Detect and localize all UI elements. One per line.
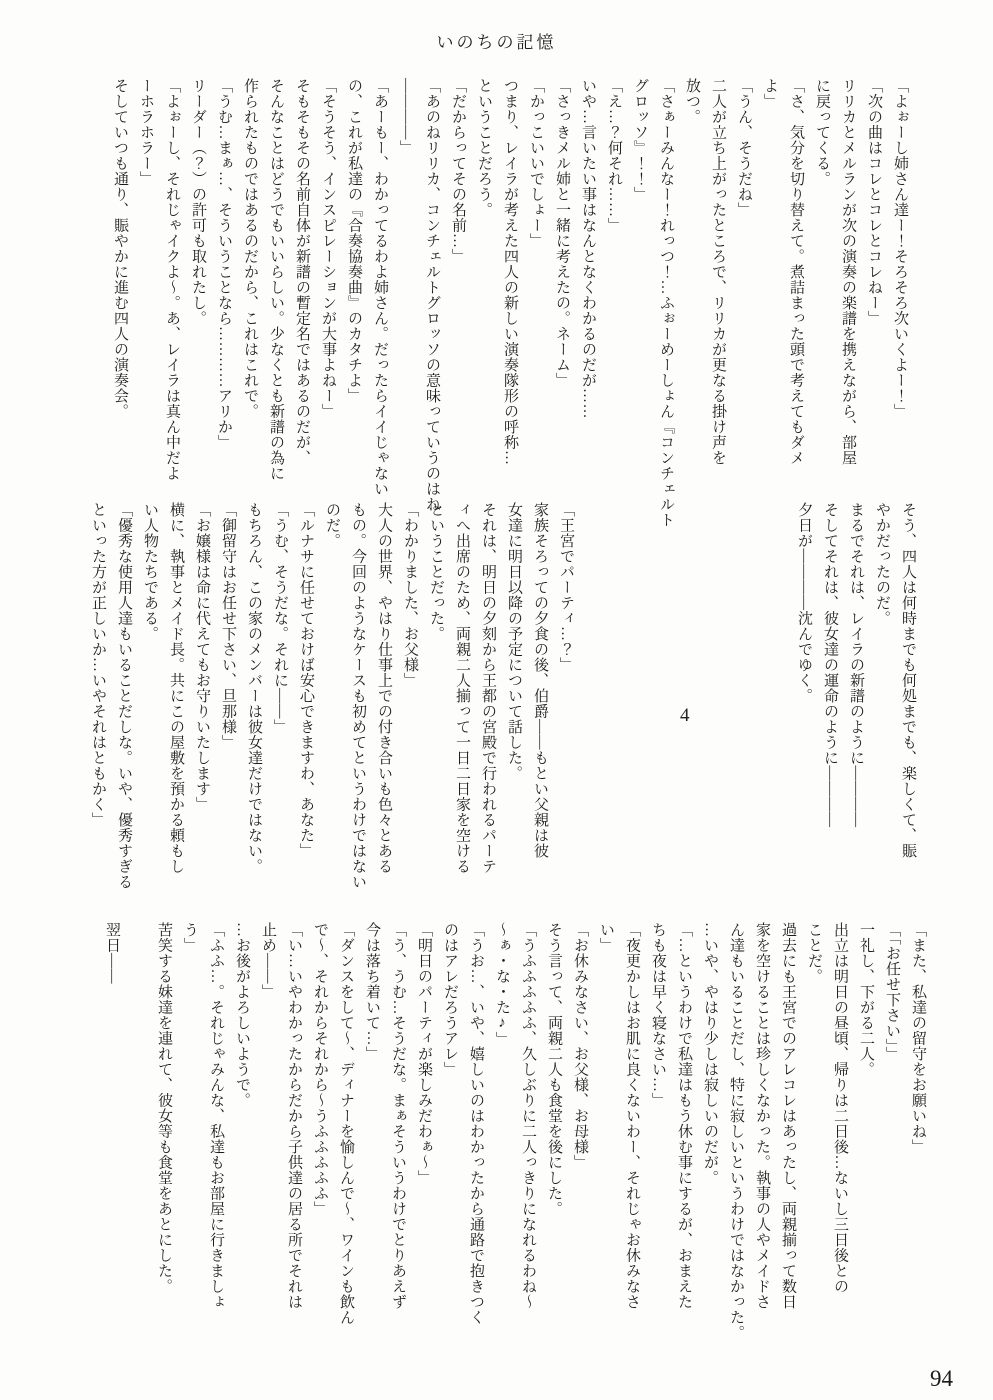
text-column: 「うむ…まぁ…、そういうことなら…………アリか」 [216, 78, 232, 450]
text-column: い人物たちである。 [142, 502, 158, 642]
text-block-2-part-b [85, 502, 579, 930]
text-column: のはアレだろうアレ」 [442, 922, 458, 1077]
text-column: やかだったのだ。 [874, 502, 890, 626]
text-column: 「ダンスをして～、ディナーを愉しんで～、ワインも飲ん [338, 922, 354, 1325]
text-column: リーダー（？）の許可も取れたし。 [190, 78, 206, 326]
text-column: 「え…？何それ……」 [606, 78, 622, 233]
text-column: 今は落ち着いて…」 [364, 922, 380, 1062]
text-column: そしていつも通り、賑やかに進む四人の演奏会。 [112, 78, 128, 419]
text-column: 横に、執事とメイド長。共にこの屋敷を預かる頼もし [168, 502, 184, 874]
text-column: ――――」 [398, 78, 414, 156]
page-header-title: いのちの記憶 [436, 33, 557, 52]
text-column: 作られたものではあるのだから、これはこれで。 [242, 78, 258, 419]
page-number: 94 [930, 1366, 953, 1391]
text-column: 苦笑する妹達を連れて、彼女等も食堂をあとにした。 [156, 922, 172, 1294]
text-column: 「うん、そうだね」 [736, 78, 752, 218]
text-column: 「さぁーみんなー！れっつ！…ふぉーめーしょん『コンチェルト [658, 78, 674, 528]
text-column: のだ。 [324, 502, 340, 549]
text-column: 「だからってその名前…」 [450, 78, 466, 264]
text-block-2-part-a [791, 502, 921, 930]
text-column: 「王宮でパーティ…？」 [558, 502, 574, 673]
text-column: それは、明日の夕刻から王都の宮殿で行われるパーテ [480, 502, 496, 874]
text-column: 「ふふ…。それじゃみんな、私達もお部屋に行きましょ [208, 922, 224, 1310]
text-column: ん達もいることだし、特に寂しいというわけではなかった。 [728, 922, 744, 1341]
text-column: つまり、レイラが考えた四人の新しい演奏隊形の呼称… [502, 78, 518, 466]
text-column: いや…言いたい事はなんとなくわかるのだが…… [580, 78, 596, 419]
text-column: 「御留守はお任せ下さい、旦那様」 [220, 502, 236, 750]
text-column: ことだ。 [806, 922, 822, 984]
text-column: い」 [598, 922, 614, 953]
text-column: そんなことはどうでもいいらしい。少なくとも新譜の為に [268, 78, 284, 481]
text-column: 「夜更かしはお肌に良くないわー、それじゃお休みなさ [624, 922, 640, 1310]
text-column: 「そうそう、インスピレーションが大事よねー」 [320, 78, 336, 419]
text-column: …お後がよろしいようで。 [234, 922, 250, 1108]
text-column: ～ぁ・な・た♪」 [494, 922, 510, 1047]
text-column: 「うむ、そうだな。それに――」 [272, 502, 288, 735]
text-column: 女達に明日以降の予定について話した。 [506, 502, 522, 781]
text-column: 「お休みなさい、お父様、お母様」 [572, 922, 588, 1170]
text-column: 「お嬢様は命に代えてもお守りいたします」 [194, 502, 210, 812]
text-column: 「あのねリリカ、コンチェルトグロッソの意味っていうのはね [424, 78, 440, 512]
text-column: 止め――」 [260, 922, 276, 1000]
text-column: もちろん、この家のメンバーは彼女達だけではない。 [246, 502, 262, 874]
text-column: に戻ってくる。 [814, 78, 830, 187]
text-column: …いや、やはり少しは寂しいのだが。 [702, 922, 718, 1186]
text-column: 「ルナサに任せておけば安心できますわ、あなた」 [298, 502, 314, 859]
text-column: 「さ、気分を切り替えて。煮詰まった頭で考えてもダメ [788, 78, 804, 466]
text-column: 「かっこいいでしょー」 [528, 78, 544, 249]
text-column: 「…というわけで私達はもう休む事にするが、おまえた [676, 922, 692, 1310]
text-column: 「あーもー、わかってるわよ姉さん。だったらイイじゃない [372, 78, 388, 497]
text-column: そう言って、両親二人も食堂を後にした。 [546, 922, 562, 1217]
text-column: もの。今回のようなケースも初めてというわけではない [350, 502, 366, 890]
text-column: 「い…いやわかったからだから子供達の居る所でそれは [286, 922, 302, 1310]
text-column: 翌日―― [104, 922, 120, 984]
text-column: まるでそれは、レイラの新譜のように―――― [848, 502, 864, 828]
text-column: そう、四人は何時までも何処までも、楽しくて、賑 [900, 502, 916, 859]
section-number: 4 [680, 705, 690, 726]
text-column: 「「お任せ下さい」」 [884, 922, 900, 1062]
text-block-3 [99, 922, 931, 1372]
text-column: ーホラホラー」 [138, 78, 154, 187]
text-column: といった方が正しいか…いやそれはともかく」 [90, 502, 106, 828]
section-divider [579, 502, 791, 930]
text-column: 家族そろっての夕食の後、伯爵――もとい父親は彼 [532, 502, 548, 859]
column-gap [125, 922, 151, 1372]
text-column: 過去にも王宮でのアレコレはあったし、両親揃って数日 [780, 922, 796, 1310]
text-block-3-part-b [99, 922, 125, 1372]
text-block-2 [85, 502, 921, 930]
text-column: 出立は明日の昼頃、帰りは二日後…ないし三日後との [832, 922, 848, 1294]
text-column: 家を空けることは珍しくなかった。執事の人やメイドさ [754, 922, 770, 1310]
text-column: 「次の曲はコレとコレとコレねー」 [866, 78, 882, 326]
text-column: 「う、うむ…そうだな。まぁそういうわけでとりあえず [390, 922, 406, 1310]
text-column: グロッソ』！！」 [632, 78, 648, 202]
text-column: そしてそれは、彼女達の運命のように―――― [822, 502, 838, 828]
text-column: 「さっきメル姉と一緒に考えたの。ネーム」 [554, 78, 570, 388]
text-block-3-part-a [151, 922, 931, 1372]
text-column: 「また、私達の留守をお願いね」 [910, 922, 926, 1155]
text-column: 二人が立ち上がったところで、リリカが更なる掛け声を [710, 78, 726, 466]
text-column: リリカとメルランが次の演奏の楽譜を携えながら、部屋 [840, 78, 856, 466]
text-column: そもそもその名前自体が新譜の暫定名ではあるのだが、 [294, 78, 310, 466]
text-column: の、これが私達の『合奏協奏曲』のカタチよ」 [346, 78, 362, 404]
text-column: 「よぉーし、それじゃイクよ～。あ、レイラは真ん中だよ [164, 78, 180, 481]
text-column: 夕日が――――沈んでゆく。 [796, 502, 812, 704]
text-column: 一礼し、下がる二人。 [858, 922, 874, 1077]
text-column: ィへ出席のため、両親二人揃って一日二日家を空ける [454, 502, 470, 874]
text-column: 「明日のパーティが楽しみだわぁ～」 [416, 922, 432, 1186]
text-column: 放つ。 [684, 78, 700, 125]
text-column: 「うお…、いや、嬉しいのはわかったから通路で抱きつく [468, 922, 484, 1325]
text-column: で～、それからそれから～うふふふふふ」 [312, 922, 328, 1217]
text-column: よ」 [762, 78, 778, 109]
text-block-1 [107, 78, 913, 528]
text-column: 「わかりました、お父様」 [402, 502, 418, 688]
text-column: 「優秀な使用人達もいることだしな。いや、優秀すぎる [116, 502, 132, 890]
text-column: 「うふふふふふ、久しぶりに二人っきりになれるわね～ [520, 922, 536, 1310]
text-column: う」 [182, 922, 198, 953]
text-column: ということだった。 [428, 502, 444, 642]
text-column: 「よぉーし姉さん達ー！そろそろ次いくよー！」 [892, 78, 908, 419]
text-column: ちも夜は早く寝なさい…」 [650, 922, 666, 1108]
text-column: 大人の世界、やはり仕事上での付き合いも色々とある [376, 502, 392, 874]
text-column: ということだろう。 [476, 78, 492, 218]
